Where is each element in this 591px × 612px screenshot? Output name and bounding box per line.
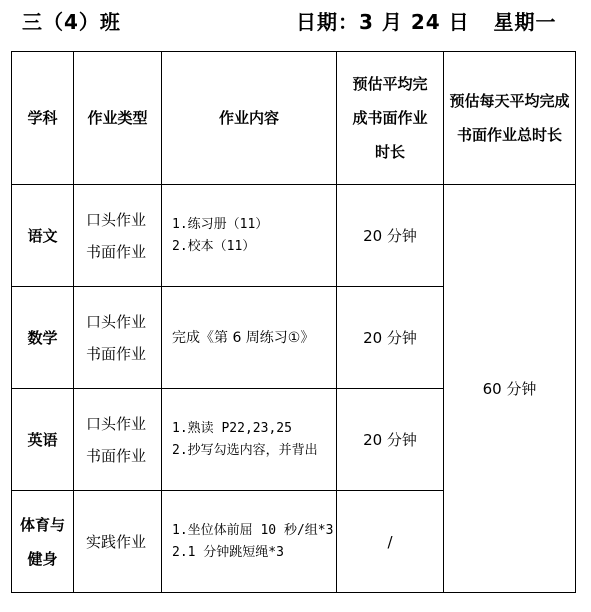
- column-header-total-time-line: 预估每天平均完成: [449, 92, 570, 110]
- column-header-avg-time-line: 成书面作业: [352, 109, 428, 127]
- homework-type: 实践作业: [86, 532, 147, 551]
- type-cell: [74, 491, 162, 593]
- content-line: 2.校本（11）: [172, 238, 256, 254]
- column-header-avg-time: [337, 52, 444, 185]
- column-header-subject: 学科: [12, 52, 74, 185]
- homework-type: 书面作业: [86, 242, 147, 261]
- table-header-row: [12, 52, 576, 185]
- subject-name: 英语: [27, 430, 58, 449]
- subject-name: 健身: [27, 549, 58, 568]
- content-line: 1.熟读 P22,23,25: [172, 420, 292, 436]
- column-header-content: 作业内容: [162, 52, 337, 185]
- subject-cell: [12, 389, 74, 491]
- class-title: 三（4）班: [22, 10, 121, 34]
- date-title: 日期：3 月 24 日 星期一: [296, 10, 557, 34]
- homework-type: 书面作业: [86, 446, 147, 465]
- subject-cell: [12, 185, 74, 287]
- subject-name: 语文: [27, 226, 58, 245]
- column-header-avg-time-line: 时长: [374, 143, 405, 161]
- time-cell: 20 分钟: [337, 389, 444, 491]
- content-line: 2.1 分钟跳短绳*3: [172, 544, 284, 560]
- content-line: 2.抄写勾选内容，并背出: [172, 442, 318, 458]
- content-cell: [162, 185, 337, 287]
- type-cell: [74, 185, 162, 287]
- content-cell: [162, 491, 337, 593]
- content-line: 完成《第 6 周练习①》: [172, 329, 315, 346]
- subject-name: 数学: [27, 328, 58, 347]
- table-row: [12, 185, 576, 287]
- time-cell: 20 分钟: [337, 287, 444, 389]
- content-cell: [162, 287, 337, 389]
- subject-name: 体育与: [19, 515, 65, 534]
- homework-table: [11, 51, 576, 593]
- time-cell: 20 分钟: [337, 185, 444, 287]
- column-header-type: 作业类型: [74, 52, 162, 185]
- homework-type: 口头作业: [86, 210, 147, 229]
- column-header-total-time: [444, 52, 576, 185]
- homework-type: 口头作业: [86, 414, 147, 433]
- subject-cell: [12, 287, 74, 389]
- homework-type: 口头作业: [86, 312, 147, 331]
- content-cell: [162, 389, 337, 491]
- homework-type: 书面作业: [86, 344, 147, 363]
- column-header-avg-time-line: 预估平均完: [352, 75, 428, 93]
- column-header-total-time-line: 书面作业总时长: [456, 126, 562, 144]
- type-cell: [74, 389, 162, 491]
- time-cell: /: [337, 491, 444, 593]
- subject-cell: [12, 491, 74, 593]
- content-line: 1.坐位体前屈 10 秒/组*3: [172, 522, 334, 538]
- content-line: 1.练习册（11）: [172, 216, 269, 232]
- total-time-cell: 60 分钟: [444, 185, 576, 593]
- type-cell: [74, 287, 162, 389]
